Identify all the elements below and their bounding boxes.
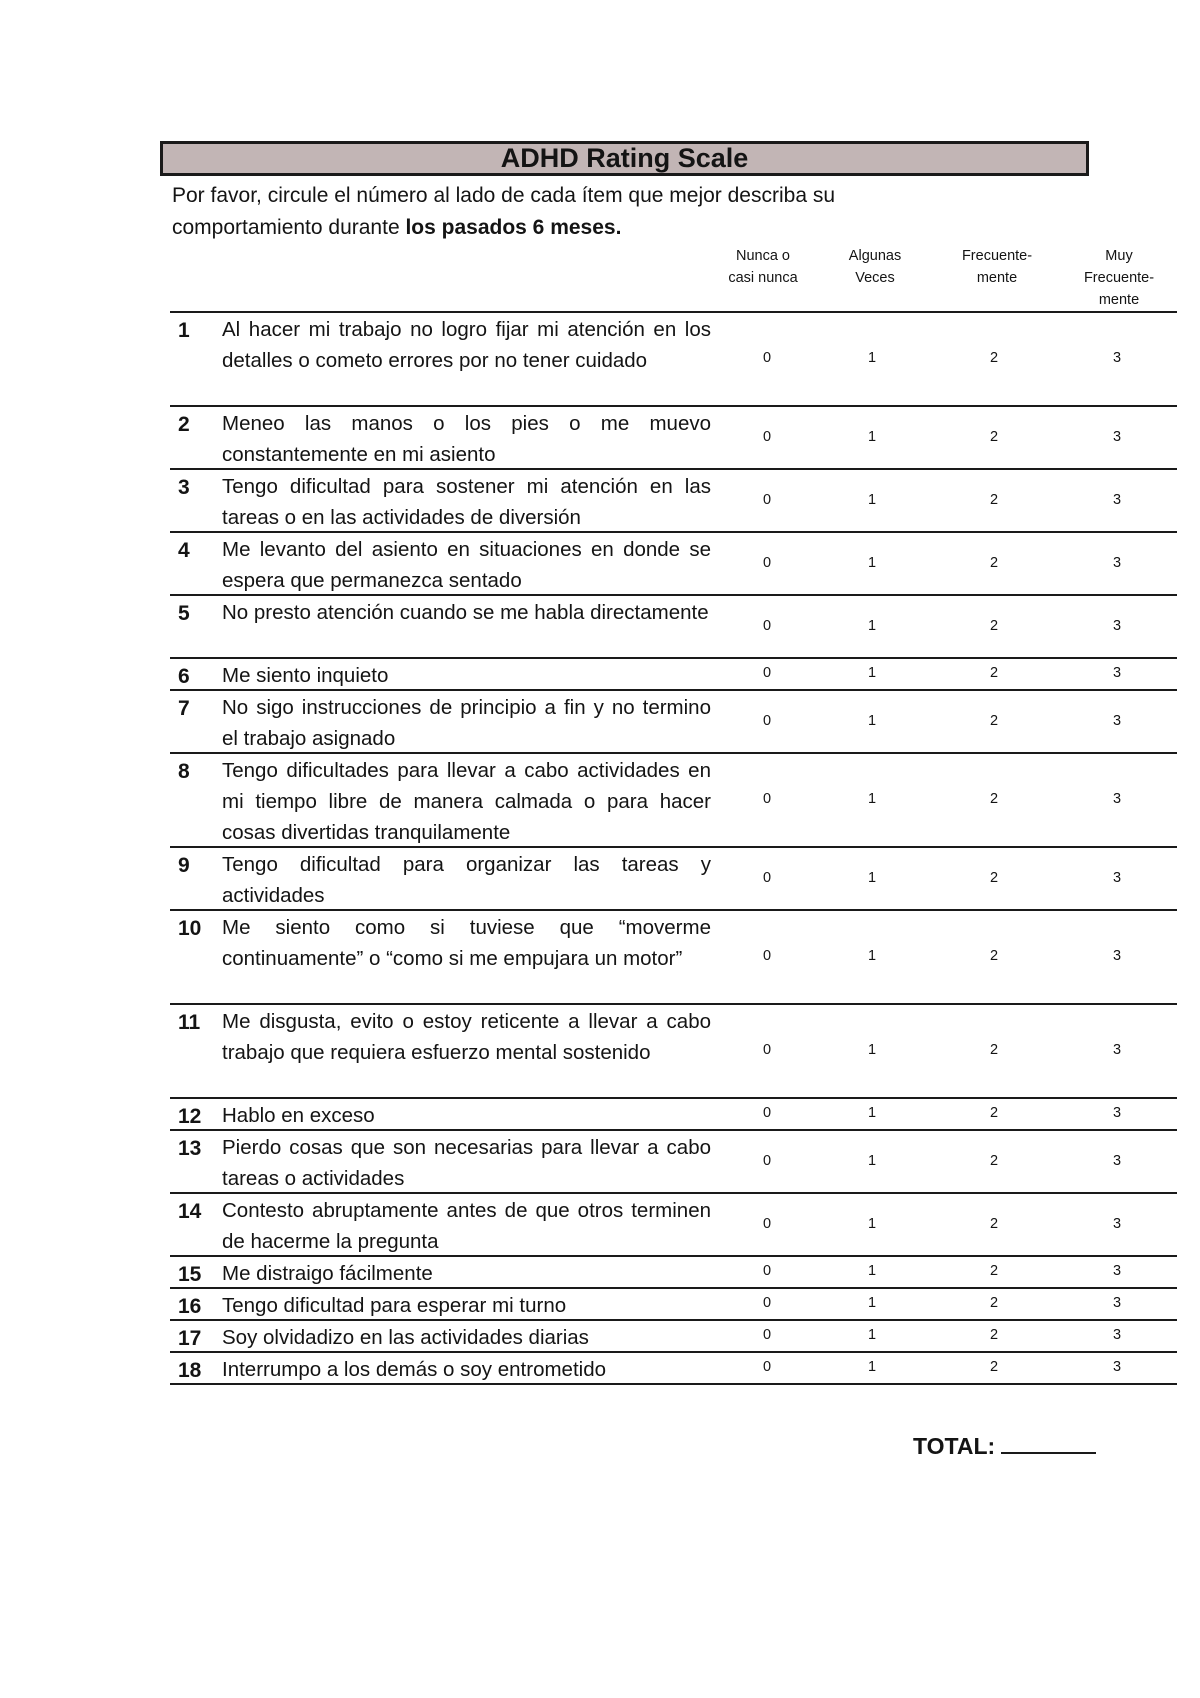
score-option-1[interactable]: 1: [867, 869, 877, 886]
row-rule: [170, 1192, 1177, 1194]
row-rule: [170, 1319, 1177, 1321]
item-number: 9: [178, 854, 190, 877]
score-option-2[interactable]: 2: [989, 869, 999, 886]
score-option-0[interactable]: 0: [762, 350, 772, 366]
item-text: Me siento inquieto: [222, 664, 389, 687]
score-option-2[interactable]: 2: [989, 1105, 999, 1121]
score-option-2[interactable]: 2: [989, 1327, 999, 1343]
score-option-1[interactable]: 1: [867, 1215, 877, 1232]
item-number: 2: [178, 413, 190, 436]
score-option-2[interactable]: 2: [989, 1263, 999, 1279]
item-number: 11: [178, 1011, 201, 1034]
score-option-1[interactable]: 1: [867, 1327, 877, 1343]
instructions: [172, 180, 932, 244]
row-rule: [170, 1287, 1177, 1289]
row-rule: [170, 846, 1177, 848]
total-blank-line[interactable]: [1001, 1434, 1096, 1454]
score-option-0[interactable]: 0: [762, 665, 772, 681]
item-row: [170, 594, 1177, 657]
row-rule: [170, 752, 1177, 754]
instructions-prefix: comportamiento durante: [172, 216, 406, 239]
score-option-3[interactable]: 3: [1112, 1215, 1122, 1232]
row-rule: [170, 657, 1177, 659]
score-option-3[interactable]: 3: [1112, 712, 1122, 729]
item-text: Me disgusta, evito o estoy reticente a llevar a cabo trabajo que requiera esfuerzo mental sostenido: [222, 1010, 711, 1064]
item-row: [170, 1287, 1177, 1319]
row-rule: [170, 1351, 1177, 1353]
score-option-0[interactable]: 0: [762, 617, 772, 634]
column-header-frequently: [937, 245, 1057, 289]
item-text: Tengo dificultad para organizar las tareas y actividades: [222, 853, 711, 907]
score-option-3[interactable]: 3: [1112, 665, 1122, 681]
item-row: [170, 1255, 1177, 1287]
score-option-1[interactable]: 1: [867, 554, 877, 571]
score-option-3[interactable]: 3: [1112, 617, 1122, 634]
column-header-line: Veces: [855, 270, 895, 286]
score-option-3[interactable]: 3: [1112, 350, 1122, 366]
item-text: Interrumpo a los demás o soy entrometido: [222, 1358, 606, 1381]
row-rule: [170, 594, 1177, 596]
score-option-1[interactable]: 1: [867, 948, 877, 964]
score-option-1[interactable]: 1: [867, 350, 877, 366]
row-rule: [170, 531, 1177, 533]
item-row: [170, 689, 1177, 752]
column-header-line: Muy: [1105, 248, 1133, 264]
item-number: 7: [178, 697, 190, 720]
score-option-3[interactable]: 3: [1112, 1327, 1122, 1343]
item-text: No presto atención cuando se me habla directamente: [222, 601, 709, 624]
row-rule: [170, 405, 1177, 407]
item-text: Soy olvidadizo en las actividades diarias: [222, 1326, 589, 1349]
instructions-period: los pasados 6 meses.: [405, 216, 622, 239]
column-header-line: Frecuente-: [961, 248, 1033, 264]
score-option-3[interactable]: 3: [1112, 554, 1122, 571]
score-option-1[interactable]: 1: [867, 1042, 877, 1058]
item-row: [170, 846, 1177, 909]
score-option-2[interactable]: 2: [989, 554, 999, 571]
score-option-3[interactable]: 3: [1112, 1042, 1122, 1058]
item-row: [170, 531, 1177, 594]
score-option-1[interactable]: 1: [867, 1152, 877, 1169]
item-text: Me levanto del asiento en situaciones en donde se espera que permanezca sentado: [222, 538, 711, 592]
item-row: [170, 311, 1177, 405]
item-row: [170, 1097, 1177, 1129]
score-option-0[interactable]: 0: [762, 791, 772, 807]
score-option-1[interactable]: 1: [867, 665, 877, 681]
item-row: [170, 1003, 1177, 1097]
score-option-2[interactable]: 2: [989, 1359, 999, 1375]
item-text: Tengo dificultades para llevar a cabo actividades en mi tiempo libre de manera calmada o para hacer cosas divertidas tranquilamente: [222, 759, 711, 844]
item-row: [170, 1351, 1177, 1383]
total-label: TOTAL:: [913, 1433, 996, 1459]
score-option-3[interactable]: 3: [1112, 428, 1122, 445]
instructions-line-2: [172, 212, 932, 244]
item-text: Pierdo cosas que son necesarias para llevar a cabo tareas o actividades: [222, 1136, 711, 1190]
item-number: 12: [178, 1105, 202, 1128]
score-option-2[interactable]: 2: [989, 1152, 999, 1169]
item-row: [170, 405, 1177, 468]
score-option-2[interactable]: 2: [989, 350, 999, 366]
item-number: 5: [178, 602, 190, 625]
score-option-2[interactable]: 2: [989, 1295, 999, 1311]
item-text: Me siento como si tuviese que “moverme continuamente” o “como si me empujara un motor”: [222, 916, 711, 970]
item-text: No sigo instrucciones de principio a fin y no termino el trabajo asignado: [222, 696, 711, 750]
score-option-3[interactable]: 3: [1112, 1105, 1122, 1121]
score-option-0[interactable]: 0: [762, 1263, 772, 1279]
row-rule: [170, 909, 1177, 911]
score-option-0[interactable]: 0: [762, 869, 772, 886]
score-option-1[interactable]: 1: [867, 1295, 877, 1311]
column-header-line: Algunas: [848, 248, 902, 264]
item-number: 16: [178, 1295, 202, 1318]
item-text: Me distraigo fácilmente: [222, 1262, 433, 1285]
item-text: Meneo las manos o los pies o me muevo constantemente en mi asiento: [222, 412, 711, 466]
item-text: Contesto abruptamente antes de que otros terminen de hacerme la pregunta: [222, 1199, 711, 1253]
score-option-2[interactable]: 2: [989, 491, 999, 508]
score-option-0[interactable]: 0: [762, 554, 772, 571]
score-option-1[interactable]: 1: [867, 791, 877, 807]
score-option-3[interactable]: 3: [1112, 491, 1122, 508]
item-number: 13: [178, 1137, 202, 1160]
score-option-0[interactable]: 0: [762, 1105, 772, 1121]
row-rule: [170, 689, 1177, 691]
form-title: ADHD Rating Scale: [160, 141, 1089, 176]
score-option-2[interactable]: 2: [989, 791, 999, 807]
item-text: Tengo dificultad para esperar mi turno: [222, 1294, 567, 1317]
score-option-0[interactable]: 0: [762, 428, 772, 445]
item-number: 4: [178, 539, 190, 562]
score-option-3[interactable]: 3: [1112, 1263, 1122, 1279]
row-rule: [170, 1255, 1177, 1257]
column-header-line: mente: [1098, 292, 1140, 308]
item-row: [170, 468, 1177, 531]
item-number: 8: [178, 760, 190, 783]
row-rule: [170, 468, 1177, 470]
score-option-0[interactable]: 0: [762, 1042, 772, 1058]
column-header-line: mente: [976, 270, 1018, 286]
score-option-3[interactable]: 3: [1112, 869, 1122, 886]
score-option-1[interactable]: 1: [867, 617, 877, 634]
item-text: Hablo en exceso: [222, 1104, 375, 1127]
score-option-2[interactable]: 2: [989, 1215, 999, 1232]
item-number: 3: [178, 476, 190, 499]
item-row: [170, 752, 1177, 846]
score-option-2[interactable]: 2: [989, 428, 999, 445]
score-option-3[interactable]: 3: [1112, 1359, 1122, 1375]
row-rule: [170, 311, 1177, 313]
score-option-1[interactable]: 1: [867, 491, 877, 508]
table-bottom-rule: [170, 1383, 1177, 1385]
item-number: 14: [178, 1200, 202, 1223]
score-option-0[interactable]: 0: [762, 1152, 772, 1169]
item-number: 1: [178, 319, 190, 342]
item-row: [170, 1192, 1177, 1255]
item-number: 15: [178, 1263, 202, 1286]
score-option-1[interactable]: 1: [867, 428, 877, 445]
score-option-2[interactable]: 2: [989, 1042, 999, 1058]
score-option-0[interactable]: 0: [762, 1295, 772, 1311]
item-row: [170, 657, 1177, 689]
score-option-0[interactable]: 0: [762, 948, 772, 964]
instructions-line-1: Por favor, circule el número al lado de cada ítem que mejor describa su: [172, 184, 836, 207]
item-row: [170, 909, 1177, 1003]
item-number: 6: [178, 665, 190, 688]
score-option-1[interactable]: 1: [867, 1263, 877, 1279]
column-header-never: [703, 245, 823, 289]
column-header-line: Nunca o: [735, 248, 790, 264]
score-option-0[interactable]: 0: [762, 491, 772, 508]
score-option-0[interactable]: 0: [762, 1215, 772, 1232]
row-rule: [170, 1129, 1177, 1131]
item-number: 10: [178, 917, 202, 940]
item-text: Tengo dificultad para sostener mi atención en las tareas o en las actividades de diversión: [222, 475, 711, 529]
column-header-line: Frecuente-: [1083, 270, 1155, 286]
item-text: Al hacer mi trabajo no logro fijar mi atención en los detalles o cometo errores por no tener cuidado: [222, 318, 711, 372]
score-option-2[interactable]: 2: [989, 948, 999, 964]
column-header-line: casi nunca: [728, 270, 798, 286]
score-option-3[interactable]: 3: [1112, 1152, 1122, 1169]
score-option-1[interactable]: 1: [867, 712, 877, 729]
score-option-3[interactable]: 3: [1112, 948, 1122, 964]
row-rule: [170, 1097, 1177, 1099]
item-row: [170, 1319, 1177, 1351]
score-option-3[interactable]: 3: [1112, 791, 1122, 807]
score-option-0[interactable]: 0: [762, 1327, 772, 1343]
row-rule: [170, 1003, 1177, 1005]
items-table: [170, 311, 1177, 1383]
score-option-0[interactable]: 0: [762, 1359, 772, 1375]
column-header-very-frequently: [1059, 245, 1179, 311]
item-number: 18: [178, 1359, 202, 1382]
item-number: 17: [178, 1327, 202, 1350]
score-option-1[interactable]: 1: [867, 1359, 877, 1375]
score-option-2[interactable]: 2: [989, 665, 999, 681]
column-header-sometimes: [815, 245, 935, 289]
item-row: [170, 1129, 1177, 1192]
score-option-2[interactable]: 2: [989, 712, 999, 729]
total-field[interactable]: [913, 1433, 1096, 1460]
score-option-2[interactable]: 2: [989, 617, 999, 634]
score-option-1[interactable]: 1: [867, 1105, 877, 1121]
score-option-3[interactable]: 3: [1112, 1295, 1122, 1311]
score-option-0[interactable]: 0: [762, 712, 772, 729]
